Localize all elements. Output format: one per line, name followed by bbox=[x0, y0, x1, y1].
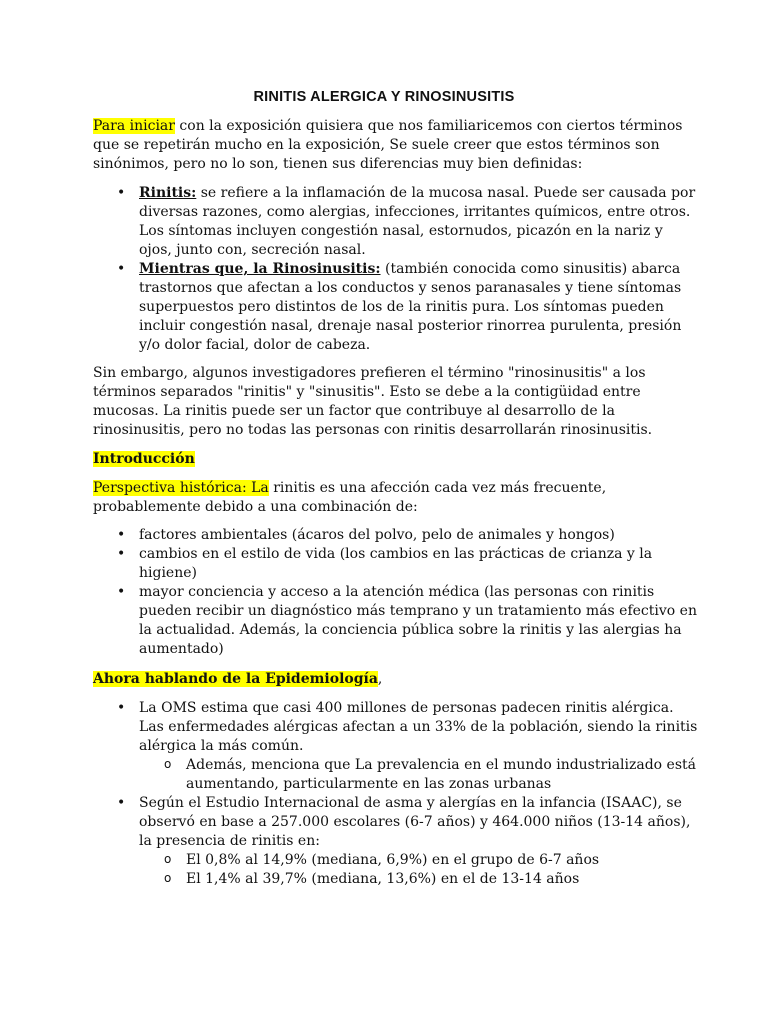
epidemiology-list bbox=[139, 699, 699, 889]
definition-text: (también conocida como sinusitis) abarca trastornos que afectan a los conductos y senos paranasales y tiene síntomas superpuestos pero distintos de los de la rinitis pura. Los síntomas pueden incluir congestión nasal, drenaje nasal posterior rinorrea purulenta, presión y/o dolor facial, dolor de cabeza. bbox=[139, 261, 682, 353]
factor-item: • mayor conciencia y acceso a la atención médica (las personas con rinitis pueden recibir un diagnóstico más temprano y un tratamiento más efectivo en la actualidad. Además, la conciencia pública sobre la rinitis y las alergias ha aumentado) bbox=[139, 583, 699, 659]
factor-item: • cambios en el estilo de vida (los cambios en las prácticas de crianza y la higiene) bbox=[139, 545, 699, 583]
factor-item: • factores ambientales (ácaros del polvo, pelo de animales y hongos) bbox=[139, 526, 699, 545]
epi-item-oms bbox=[139, 699, 699, 794]
epi-sublist bbox=[139, 756, 699, 794]
epi-item-text: Según el Estudio Internacional de asma y alergías en la infancia (ISAAC), se observó en base a 257.000 escolares (6-7 años) y 464.000 niños (13-14 años), la presencia de rinitis en: bbox=[139, 795, 691, 849]
epi-subitem: o El 1,4% al 39,7% (mediana, 13,6%) en el de 13-14 años bbox=[186, 870, 699, 889]
intro-text: con la exposición quisiera que nos familiaricemos con ciertos términos que se repetirán mucho en la exposición, Se suele creer que estos términos son sinónimos, pero no lo son, tienen sus diferencias muy bien definidas: bbox=[93, 118, 683, 172]
definition-item-rinitis bbox=[139, 184, 699, 260]
introduccion-highlight: Introducción bbox=[93, 451, 195, 467]
factors-list bbox=[139, 526, 699, 659]
epi-subitem: o Además, menciona que La prevalencia en el mundo industrializado está aumentando, particularmente en las zonas urbanas bbox=[186, 756, 699, 794]
definition-term: Rinitis: bbox=[139, 185, 197, 201]
epidemiology-suffix: , bbox=[377, 671, 383, 687]
epi-item-text: La OMS estima que casi 400 millones de personas padecen rinitis alérgica. Las enfermedades alérgicas afectan a un 33% de la población, siendo la rinitis alérgica la más común. bbox=[139, 700, 698, 754]
intro-highlight: Para iniciar bbox=[93, 118, 175, 134]
definition-item-rinosinusitis bbox=[139, 260, 699, 355]
historical-paragraph bbox=[93, 479, 693, 517]
page-title: RINITIS ALERGICA Y RINOSINUSITIS bbox=[253, 89, 515, 105]
epidemiology-highlight: Ahora hablando de la Epidemiología bbox=[93, 671, 378, 687]
epidemiology-heading bbox=[93, 670, 693, 689]
definition-text: se refiere a la inflamación de la mucosa nasal. Puede ser causada por diversas razones, como alergias, infecciones, irritantes químicos, entre otros. Los síntomas incluyen congestión nasal, estornudos, picazón en la nariz y ojos, junto con, secreción nasal. bbox=[139, 185, 696, 258]
definition-term: Mientras que, la Rinosinusitis: bbox=[139, 261, 381, 277]
section-heading-introduccion bbox=[93, 450, 693, 469]
epi-item-isaac bbox=[139, 794, 699, 889]
definitions-list bbox=[139, 184, 699, 355]
intro-paragraph bbox=[93, 117, 693, 174]
contiguity-paragraph: Sin embargo, algunos investigadores prefieren el término "rinosinusitis" a los términos separados "rinitis" y "sinusitis". Esto se debe a la contigüidad entre mucosas. La rinitis puede ser un factor que contribuye al desarrollo de la rinosinusitis, pero no todas las personas con rinitis desarrollarán rinosinusitis. bbox=[93, 365, 653, 438]
historical-text: rinitis es una afección cada vez más frecuente, probablemente debido a una combinación de: bbox=[93, 480, 607, 515]
historical-highlight: Perspectiva histórica: La bbox=[93, 480, 269, 496]
epi-sublist bbox=[139, 851, 699, 889]
epi-subitem: o El 0,8% al 14,9% (mediana, 6,9%) en el grupo de 6-7 años bbox=[186, 851, 699, 870]
